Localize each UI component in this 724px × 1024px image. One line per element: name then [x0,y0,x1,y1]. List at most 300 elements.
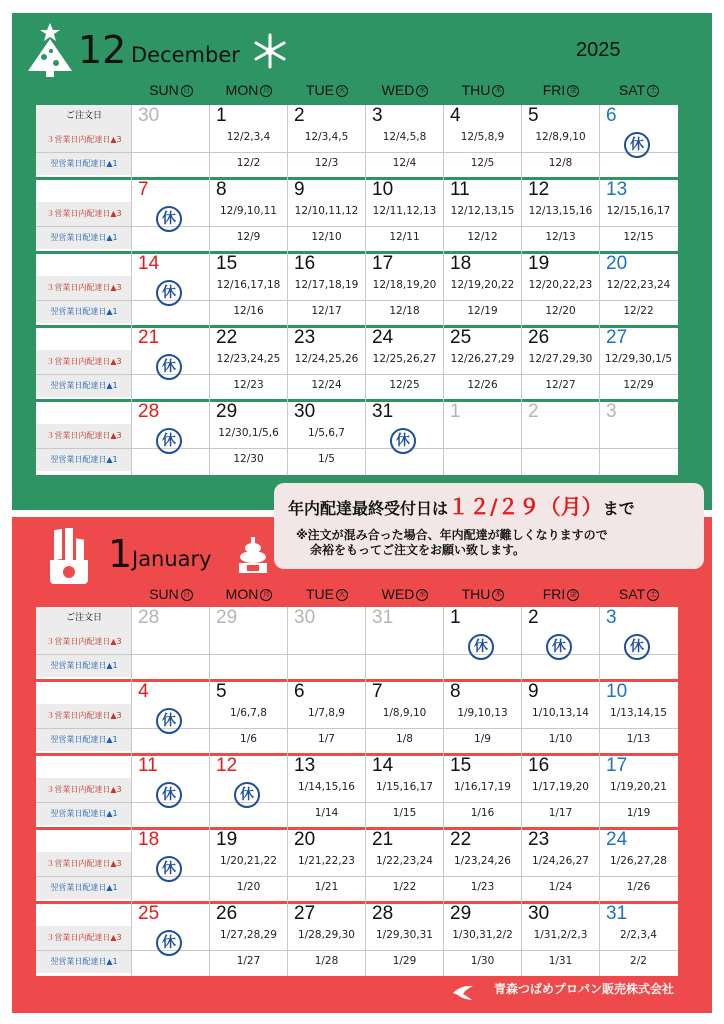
column-divider [287,607,288,976]
day-cell[interactable] [522,829,599,899]
day-cell[interactable] [132,401,209,471]
three-day-dates: 12/16,17,18 [216,279,281,292]
column-divider [131,105,132,475]
day-number: 3 [606,401,617,422]
holiday-mark: 休 [390,428,416,454]
day-number: 11 [450,179,470,200]
day-number: 13 [606,179,628,200]
holiday-mark: 休 [624,634,650,660]
day-cell[interactable] [522,401,599,471]
label-three-day: ３営業日内配達日▲3 [36,350,132,373]
weekday-sun [132,586,210,602]
day-number: 9 [528,681,539,702]
next-day-date: 1/28 [314,954,339,967]
three-day-dates: 12/2,3,4 [226,131,271,144]
day-number: 19 [216,829,238,850]
day-cell[interactable] [366,253,443,323]
day-number: 30 [294,401,316,422]
holiday-mark: 休 [156,354,182,380]
three-day-dates: 1/16,17,19 [454,781,511,794]
three-day-dates: 1/22,23,24 [376,855,433,868]
weekday-mark: 火 [336,589,348,601]
day-number: 31 [606,903,628,924]
weekday-mark: 水 [416,589,428,601]
next-day-date: 1/24 [548,880,573,893]
day-number: 26 [216,903,238,924]
three-day-dates: 12/20,22,23 [528,279,593,292]
day-number: 30 [528,903,550,924]
label-next-day: 翌営業日配達日▲1 [36,300,132,323]
day-number: 5 [528,105,539,126]
weekday-sun [132,82,210,98]
next-day-date: 12/18 [389,304,420,317]
day-cell[interactable] [210,179,287,249]
weekday-label: SUN [149,82,179,98]
day-number: 28 [372,903,394,924]
holiday-mark: 休 [624,132,650,158]
label-next-day: 翌営業日配達日▲1 [36,448,132,471]
next-day-date: 1/10 [548,732,573,745]
weekday-label: FRI [542,586,566,602]
day-cell[interactable] [366,903,443,973]
weekday-tue [288,586,366,602]
next-day-date: 12/19 [467,304,498,317]
next-day-date: 12/16 [233,304,264,317]
three-day-dates: 12/26,27,29 [450,353,515,366]
next-day-date: 12/10 [311,230,342,243]
day-number: 8 [216,179,227,200]
three-day-dates: 1/26,27,28 [610,855,667,868]
three-day-dates: 12/25,26,27 [372,353,437,366]
three-day-dates: 1/23,24,26 [454,855,511,868]
next-day-date: 1/21 [314,880,339,893]
weekday-mon [210,82,288,98]
column-divider [443,607,444,976]
day-cell[interactable] [522,903,599,973]
day-number: 13 [294,755,316,776]
next-day-date: 12/2 [236,156,261,169]
next-day-date: 1/30 [470,954,495,967]
day-cell[interactable] [132,681,209,751]
three-day-dates: 12/19,20,22 [450,279,515,292]
day-cell[interactable] [444,607,521,677]
day-cell[interactable] [522,681,599,751]
next-day-date: 1/9 [474,732,491,745]
day-cell[interactable] [600,253,677,323]
next-day-date: 12/15 [623,230,654,243]
next-day-date: 12/5 [470,156,495,169]
three-day-dates: 12/3,4,5 [304,131,349,144]
weekday-label: TUE [306,82,334,98]
next-day-date: 12/8 [548,156,573,169]
day-cell[interactable] [444,253,521,323]
day-cell[interactable] [288,179,365,249]
day-cell[interactable] [366,829,443,899]
day-cell[interactable] [288,253,365,323]
day-cell[interactable] [522,755,599,825]
deadline-prefix: 年内配達最終受付日は [288,499,449,518]
day-number: 18 [138,829,160,850]
december-grid [36,105,678,475]
day-number: 4 [450,105,461,126]
day-number: 8 [450,681,461,702]
day-cell[interactable] [132,327,209,397]
day-number: 30 [138,105,160,126]
day-cell[interactable] [444,327,521,397]
column-divider [209,607,210,976]
three-day-dates: 1/29,30,31 [376,929,433,942]
weekday-mark: 金 [567,85,579,97]
day-cell[interactable] [444,755,521,825]
next-day-date: 1/8 [396,732,413,745]
three-day-dates: 12/12,13,15 [450,205,515,218]
day-cell[interactable] [132,179,209,249]
next-day-date: 12/11 [389,230,420,243]
day-cell[interactable] [288,755,365,825]
day-cell[interactable] [600,903,677,973]
next-day-date: 12/29 [623,378,654,391]
column-divider [599,607,600,976]
swallow-logo-icon [452,984,474,1002]
day-cell[interactable] [444,681,521,751]
next-day-date: 1/5 [318,452,335,465]
day-cell[interactable] [600,327,677,397]
label-next-day: 翌営業日配達日▲1 [36,802,132,825]
day-cell[interactable] [600,105,677,175]
holiday-mark: 休 [156,206,182,232]
day-number: 30 [294,607,316,628]
day-cell[interactable] [444,105,521,175]
next-day-date: 12/30 [233,452,264,465]
month-name: January [132,547,212,571]
day-cell[interactable] [210,755,287,825]
day-number: 15 [216,253,238,274]
day-number: 2 [294,105,305,126]
three-day-dates: 1/15,16,17 [376,781,433,794]
label-next-day: 翌営業日配達日▲1 [36,152,132,175]
day-number: 6 [606,105,617,126]
day-number: 9 [294,179,305,200]
day-cell[interactable] [522,105,599,175]
column-divider [365,607,366,976]
day-number: 14 [138,253,160,274]
day-cell[interactable] [210,253,287,323]
weekday-mark: 土 [647,589,659,601]
day-cell[interactable] [132,903,209,973]
day-cell[interactable] [288,681,365,751]
next-day-date: 1/26 [626,880,651,893]
day-cell[interactable] [210,401,287,471]
label-three-day: ３営業日内配達日▲3 [36,852,132,875]
day-cell[interactable] [522,607,599,677]
next-day-date: 1/13 [626,732,651,745]
holiday-mark: 休 [234,782,260,808]
day-number: 21 [138,327,160,348]
three-day-dates: 12/9,10,11 [220,205,277,218]
weekday-wed [366,586,444,602]
notice-box [274,483,704,569]
weekday-fri [522,82,600,98]
day-number: 19 [528,253,550,274]
day-cell[interactable] [366,105,443,175]
holiday-mark: 休 [156,930,182,956]
day-cell[interactable] [444,903,521,973]
holiday-mark: 休 [546,634,572,660]
day-number: 4 [138,681,149,702]
kadomatsu-icon [44,526,94,588]
day-cell[interactable] [600,681,677,751]
three-day-dates: 1/8,9,10 [382,707,427,720]
weekday-thu [444,82,522,98]
three-day-dates: 12/10,11,12 [294,205,359,218]
december-header [12,13,712,83]
day-number: 5 [216,681,227,702]
notice-line-2: 余裕をもってご注文をお願い致します。 [310,543,526,557]
day-number: 11 [138,755,158,776]
three-day-dates: 12/5,8,9 [460,131,505,144]
weekday-mark: 月 [260,85,272,97]
christmas-tree-icon [22,21,78,79]
kagami-mochi-icon [236,535,270,575]
weekday-thu [444,586,522,602]
next-day-date: 2/2 [630,954,647,967]
day-cell[interactable] [366,327,443,397]
weekday-label: THU [461,82,491,98]
day-number: 20 [294,829,316,850]
day-number: 27 [294,903,316,924]
day-cell[interactable] [132,829,209,899]
label-order-date: ご注文日 [36,607,132,630]
day-number: 14 [372,755,394,776]
three-day-dates: 12/4,5,8 [382,131,427,144]
next-day-date: 1/14 [314,806,339,819]
day-cell[interactable] [600,607,677,677]
label-next-day: 翌営業日配達日▲1 [36,226,132,249]
next-day-date: 12/12 [467,230,498,243]
day-cell[interactable] [366,401,443,471]
weekday-mark: 金 [567,589,579,601]
column-divider [443,105,444,475]
next-day-date: 12/17 [311,304,342,317]
day-number: 18 [450,253,472,274]
day-cell[interactable] [210,829,287,899]
day-cell[interactable] [210,327,287,397]
weekday-label: SAT [618,82,646,98]
weekday-label: MON [225,586,259,602]
day-number: 12 [216,755,238,776]
label-three-day: ３営業日内配達日▲3 [36,424,132,447]
three-day-dates: 12/27,29,30 [528,353,593,366]
next-day-date: 1/22 [392,880,417,893]
label-next-day: 翌営業日配達日▲1 [36,876,132,899]
day-cell[interactable] [288,401,365,471]
holiday-mark: 休 [156,782,182,808]
day-cell[interactable] [600,179,677,249]
day-number: 16 [528,755,550,776]
day-cell[interactable] [366,607,443,677]
day-cell[interactable] [132,755,209,825]
day-cell[interactable] [444,829,521,899]
next-day-date: 1/16 [470,806,495,819]
weekday-label: WED [381,586,415,602]
day-number: 23 [294,327,316,348]
day-cell[interactable] [288,607,365,677]
three-day-dates: 12/11,12,13 [372,205,437,218]
day-number: 10 [372,179,394,200]
next-day-date: 12/9 [236,230,261,243]
holiday-mark: 休 [156,428,182,454]
three-day-dates: 1/17,19,20 [532,781,589,794]
day-cell[interactable] [522,179,599,249]
notice-text [296,528,608,558]
day-cell[interactable] [210,681,287,751]
day-number: 24 [606,829,628,850]
day-number: 2 [528,401,539,422]
weekday-mark: 火 [336,85,348,97]
january-grid [36,607,678,976]
three-day-dates: 12/29,30,1/5 [604,353,673,366]
day-number: 24 [372,327,394,348]
three-day-dates: 2/2,3,4 [620,929,657,942]
day-cell[interactable] [444,401,521,471]
next-day-date: 1/7 [318,732,335,745]
weekday-label: SAT [618,586,646,602]
december-panel [12,13,712,510]
day-number: 27 [606,327,628,348]
day-cell[interactable] [444,179,521,249]
three-day-dates: 12/22,23,24 [606,279,671,292]
day-cell[interactable] [288,327,365,397]
weekday-sat [600,586,678,602]
day-number: 17 [372,253,394,274]
day-cell[interactable] [210,903,287,973]
label-three-day: ３営業日内配達日▲3 [36,276,132,299]
day-cell[interactable] [288,105,365,175]
company-name: 青森つばめプロパン販売株式会社 [493,982,674,996]
day-cell[interactable] [132,253,209,323]
column-divider [287,105,288,475]
next-day-date: 12/25 [389,378,420,391]
day-cell[interactable] [522,253,599,323]
three-day-dates: 1/19,20,21 [610,781,667,794]
three-day-dates: 1/10,13,14 [532,707,589,720]
day-cell[interactable] [600,401,677,471]
weekday-mark: 月 [260,589,272,601]
next-day-date: 1/20 [236,880,261,893]
next-day-date: 1/15 [392,806,417,819]
three-day-dates: 12/13,15,16 [528,205,593,218]
day-number: 29 [216,401,238,422]
day-cell[interactable] [288,829,365,899]
column-divider [209,105,210,475]
three-day-dates: 1/6,7,8 [230,707,267,720]
three-day-dates: 1/31,2/2,3 [533,929,588,942]
weekday-sat [600,82,678,98]
month-number: 1 [108,532,133,576]
day-number: 29 [216,607,238,628]
weekday-label: MON [225,82,259,98]
snowflake-icon [252,33,288,69]
weekday-mark: 日 [181,85,193,97]
day-cell[interactable] [132,105,209,175]
label-three-day: ３営業日内配達日▲3 [36,630,132,653]
day-cell[interactable] [600,755,677,825]
three-day-dates: 12/15,16,17 [606,205,671,218]
day-number: 12 [528,179,550,200]
day-cell[interactable] [210,607,287,677]
january-panel [12,517,712,1013]
day-number: 28 [138,607,160,628]
label-three-day: ３営業日内配達日▲3 [36,202,132,225]
next-day-date: 12/4 [392,156,417,169]
three-day-dates: 1/30,31,2/2 [452,929,513,942]
day-number: 28 [138,401,160,422]
column-divider [365,105,366,475]
day-number: 22 [450,829,472,850]
day-cell[interactable] [210,105,287,175]
weekday-mark: 木 [492,589,504,601]
next-day-date: 12/24 [311,378,342,391]
next-day-date: 12/3 [314,156,339,169]
three-day-dates: 12/30,1/5,6 [218,427,279,440]
day-cell[interactable] [366,179,443,249]
next-day-date: 12/22 [623,304,654,317]
day-cell[interactable] [288,903,365,973]
next-day-date: 12/13 [545,230,576,243]
holiday-mark: 休 [468,634,494,660]
day-number: 26 [528,327,550,348]
next-day-date: 1/29 [392,954,417,967]
weekday-mon [210,586,288,602]
weekday-mark: 日 [181,589,193,601]
three-day-dates: 1/27,28,29 [220,929,277,942]
column-divider [131,607,132,976]
weekday-wed [366,82,444,98]
day-number: 2 [528,607,539,628]
month-number: 12 [78,28,127,72]
weekday-mark: 木 [492,85,504,97]
deadline-date: １２/２９（月） [448,495,603,519]
weekday-label: WED [381,82,415,98]
day-number: 23 [528,829,550,850]
day-cell[interactable] [132,607,209,677]
weekday-label: FRI [542,82,566,98]
day-cell[interactable] [600,829,677,899]
day-number: 29 [450,903,472,924]
label-next-day: 翌営業日配達日▲1 [36,654,132,677]
weekday-label: SUN [149,586,179,602]
day-number: 1 [216,105,227,126]
next-day-date: 12/20 [545,304,576,317]
holiday-mark: 休 [156,856,182,882]
year: 2025 [576,39,621,61]
three-day-dates: 1/20,21,22 [220,855,277,868]
three-day-dates: 1/9,10,13 [457,707,508,720]
three-day-dates: 1/28,29,30 [298,929,355,942]
day-cell[interactable] [366,681,443,751]
label-order-date: ご注文日 [36,105,132,128]
next-day-date: 1/27 [236,954,261,967]
weekday-mark: 土 [647,85,659,97]
label-three-day: ３営業日内配達日▲3 [36,778,132,801]
day-cell[interactable] [522,327,599,397]
three-day-dates: 12/23,24,25 [216,353,281,366]
notice-line-1: ※注文が混み合った場合、年内配達が難しくなりますので [296,528,608,542]
day-cell[interactable] [366,755,443,825]
month-name: December [131,43,240,67]
three-day-dates: 12/8,9,10 [535,131,586,144]
next-day-date: 1/19 [626,806,651,819]
